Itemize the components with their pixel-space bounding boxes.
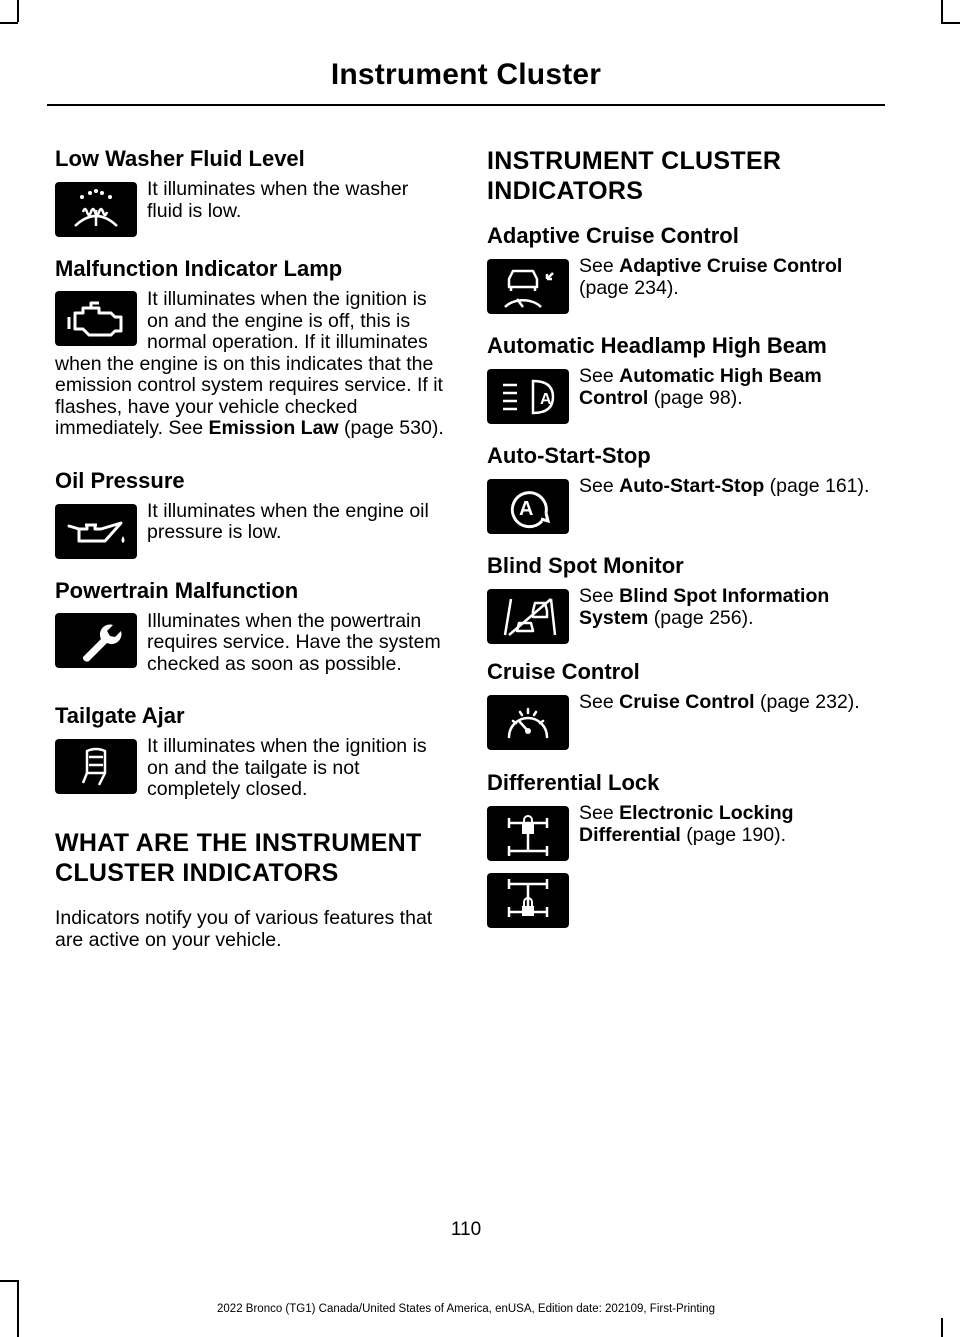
tailgate-entry	[55, 736, 447, 808]
ahb-entry	[487, 366, 887, 430]
cruise-ref: Cruise Control	[619, 691, 755, 713]
bsm-text: See Blind Spot Information System (page 256).	[579, 585, 830, 629]
tailgate-text: It illuminates when the ignition is on and the tailgate is not completely closed.	[147, 735, 427, 800]
powertrain-heading: Powertrain Malfunction	[55, 577, 299, 603]
crop-mark	[941, 0, 943, 22]
mil-page: (page 530).	[338, 417, 444, 439]
powertrain-entry	[55, 611, 447, 676]
acc-entry	[487, 256, 887, 320]
crop-mark	[0, 1280, 18, 1282]
acc-heading: Adaptive Cruise Control	[487, 223, 739, 248]
cruise-entry	[487, 692, 887, 758]
mil-paragraph	[55, 289, 447, 440]
acc-ref: Adaptive Cruise Control	[619, 255, 843, 277]
page-title: Instrument Cluster	[330, 58, 602, 91]
tailgate-heading: Tailgate Ajar	[55, 703, 185, 728]
crop-mark	[941, 22, 960, 24]
cruise-heading: Cruise Control	[487, 659, 640, 684]
ass-text: See Auto-Start-Stop (page 161).	[579, 475, 870, 497]
bsm-heading: Blind Spot Monitor	[487, 553, 684, 578]
section-heading-line1: WHAT ARE THE INSTRUMENT	[55, 829, 422, 857]
adaptive-cruise-icon	[487, 259, 569, 314]
powertrain-paragraph	[55, 611, 447, 676]
diff-text: See Electronic Locking Differential (page 190).	[579, 802, 794, 846]
section-heading-left	[55, 828, 447, 888]
ahb-heading: Automatic Headlamp High Beam	[487, 333, 827, 358]
ass-ref: Auto-Start-Stop	[619, 475, 765, 497]
left-column	[55, 128, 447, 951]
mil-ref: Emission Law	[208, 417, 339, 439]
ahb-ref: Automatic High Beam Control	[579, 365, 822, 409]
blind-spot-icon	[487, 589, 569, 644]
cruise-control-icon	[487, 695, 569, 750]
crop-mark	[17, 0, 19, 22]
footer-edition: 2022 Bronco (TG1) Canada/United States of America, enUSA, Edition date: 202109, First-Printing	[217, 1303, 715, 1315]
washer-heading: Low Washer Fluid Level	[55, 146, 305, 171]
bsm-ref: Blind Spot Information System	[579, 585, 830, 629]
diff-heading: Differential Lock	[487, 770, 660, 795]
crop-mark	[941, 1318, 943, 1337]
washer-fluid-icon	[55, 182, 137, 237]
section-heading-line2: CLUSTER INDICATORS	[55, 859, 339, 887]
auto-high-beam-icon	[487, 369, 569, 424]
right-column	[487, 128, 887, 935]
section-heading-right	[487, 146, 887, 206]
bsm-entry	[487, 586, 887, 650]
check-engine-icon	[55, 291, 137, 346]
acc-text: See Adaptive Cruise Control (page 234).	[579, 255, 843, 299]
rear-diff-lock-icon	[487, 873, 569, 928]
header-divider	[47, 104, 885, 106]
oil-text: It illuminates when the engine oil pressure is low.	[147, 499, 429, 543]
mil-heading: Malfunction Indicator Lamp	[55, 256, 343, 281]
mil-text: It illuminates when the ignition is on and the engine is off, this is normal operation. If it illuminates when the engine is on this indicates that the emission control system requires service. If it flashes, have your vehicle checked immediately. See	[55, 288, 443, 439]
ahb-text: See Automatic High Beam Control (page 98).	[579, 365, 822, 409]
svg-text:A: A	[519, 498, 534, 520]
front-diff-lock-icon	[487, 806, 569, 861]
crop-mark	[0, 22, 18, 24]
cruise-text: See Cruise Control (page 232).	[579, 691, 860, 713]
washer-entry	[55, 179, 447, 243]
ass-heading: Auto-Start-Stop	[487, 443, 651, 468]
oil-can-icon	[55, 504, 137, 559]
ass-entry	[487, 476, 887, 540]
page-number: 110	[450, 1219, 482, 1240]
section-heading-right-line2: INDICATORS	[487, 177, 644, 205]
diff-ref: Electronic Locking Differential	[579, 802, 794, 846]
oil-entry	[55, 501, 447, 565]
washer-text: It illuminates when the washer fluid is low.	[147, 178, 409, 222]
tailgate-ajar-icon	[55, 739, 137, 794]
mil-entry	[55, 289, 447, 440]
powertrain-text: Illuminates when the powertrain requires service. Have the system checked as soon as possible.	[147, 609, 441, 675]
section-heading-right-line1: INSTRUMENT CLUSTER	[487, 147, 782, 175]
wrench-icon	[55, 613, 137, 668]
section-intro: Indicators notify you of various features that are active on your vehicle.	[55, 907, 433, 951]
diff-entry	[487, 803, 887, 935]
oil-heading: Oil Pressure	[55, 467, 185, 493]
svg-text:A: A	[540, 391, 552, 408]
auto-start-stop-icon	[487, 479, 569, 534]
